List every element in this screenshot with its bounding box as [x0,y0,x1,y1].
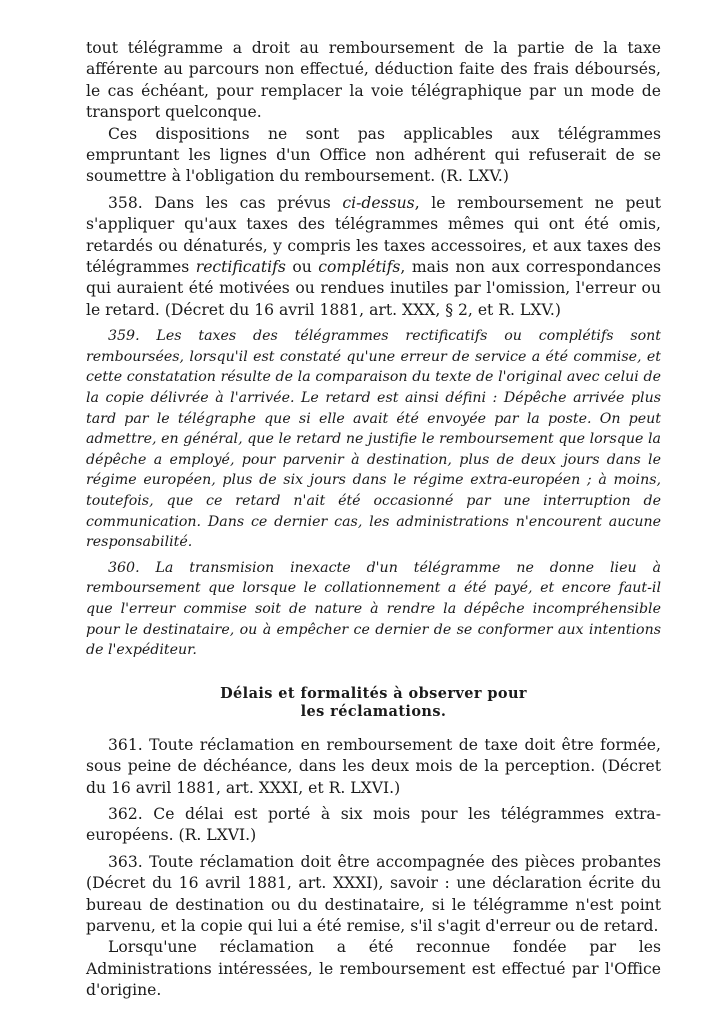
section-heading-line-2: les réclamations. [300,702,447,720]
article-359: 359. Les taxes des télégrammes rectificatifs ou complétifs sont remboursées, lorsqu'il est constaté qu'une erreur de service a été commise, et cette constatation résulte de la comparaison du texte de l'original avec celui de la copie délivrée à l'arrivée. Le retard est ainsi défini : Dépêche arrivée plus tard par le télégraphe que si elle avait été envoyée par la poste. On peut admettre, en général, que le retard ne justifie le remboursement que lorsque la dépêche a employé, pour parvenir à destination, plus de deux jours dans le régime européen, plus de six jours dans le régime extra-européen ; à moins, toutefois, que ce retard n'ait été occasionné par une interruption de communication. Dans ce dernier cas, les administrations n'encourent aucune responsabilité. [86,328,661,551]
article-358-text-1: 358. Dans les cas prévus [108,193,343,212]
article-360: 360. La transmision inexacte d'un télégramme ne donne lieu à remboursement que lorsque le collationnement a été payé, et encore faut-il que l'erreur commise soit de nature à rendre la dépêche incompréhensible pour le destinataire, ou à empêcher ce dernier de se conformer aux intentions de l'expéditeur. [86,559,661,659]
article-358-emphasis-rectificatifs: rectificatifs [195,258,286,277]
article-363-note: Lorsqu'une réclamation a été reconnue fondée par les Administrations intéressées, le remboursement est effectué par l'Office d'origine. [86,938,661,1000]
article-361: 361. Toute réclamation en remboursement de taxe doit être formée, sous peine de déchéance, dans les deux mois de la perception. (Décret du 16 avril 1881, art. XXXI, et R. LXVI.) [86,735,661,797]
continuation-paragraph: tout télégramme a droit au remboursement de la partie de la taxe afférente au parcours non effectué, déduction faite des frais déboursés, le cas échéant, pour remplacer la voie télégraphique par un mode de transport quelconque. [86,39,661,122]
article-363: 363. Toute réclamation doit être accompagnée des pièces probantes (Décret du 16 avril 1881, art. XXXI), savoir : une déclaration écrite du bureau de destination ou du destinataire, si le télégramme n'est point parvenu, et la copie qui lui a été remise, s'il s'agit d'erreur ou de retard. [86,852,661,936]
article-358 [86,193,661,321]
article-358-emphasis-ci-dessus: ci-dessus [342,193,415,212]
article-358-text-4: , mais non aux correspondances qui auraient été motivées ou rendues inutiles par l'omission, l'erreur ou le retard. (Décret du 16 avril 1881, art. XXX, § 2, et R. LXV.) [86,258,661,319]
article-358-emphasis-completifs: complétifs [318,258,401,277]
article-358-text-3: ou [285,258,319,277]
continuation-note-paragraph: Ces dispositions ne sont pas applicables aux télégrammes empruntant les lignes d'un Office non adhérent qui refuserait de se soumettre à l'obligation du remboursement. (R. LXV.) [86,124,661,186]
section-heading [86,685,661,721]
section-heading-line-1: Délais et formalités à observer pour [220,684,527,702]
article-358-text-2: , le remboursement ne peut s'appliquer qu'aux taxes des télégrammes mêmes qui ont été omis, retardés ou dénaturés, y compris les taxes accessoires, et aux taxes des télégrammes [86,193,662,277]
article-362: 362. Ce délai est porté à six mois pour les télégrammes extra-européens. (R. LXVI.) [86,805,661,845]
